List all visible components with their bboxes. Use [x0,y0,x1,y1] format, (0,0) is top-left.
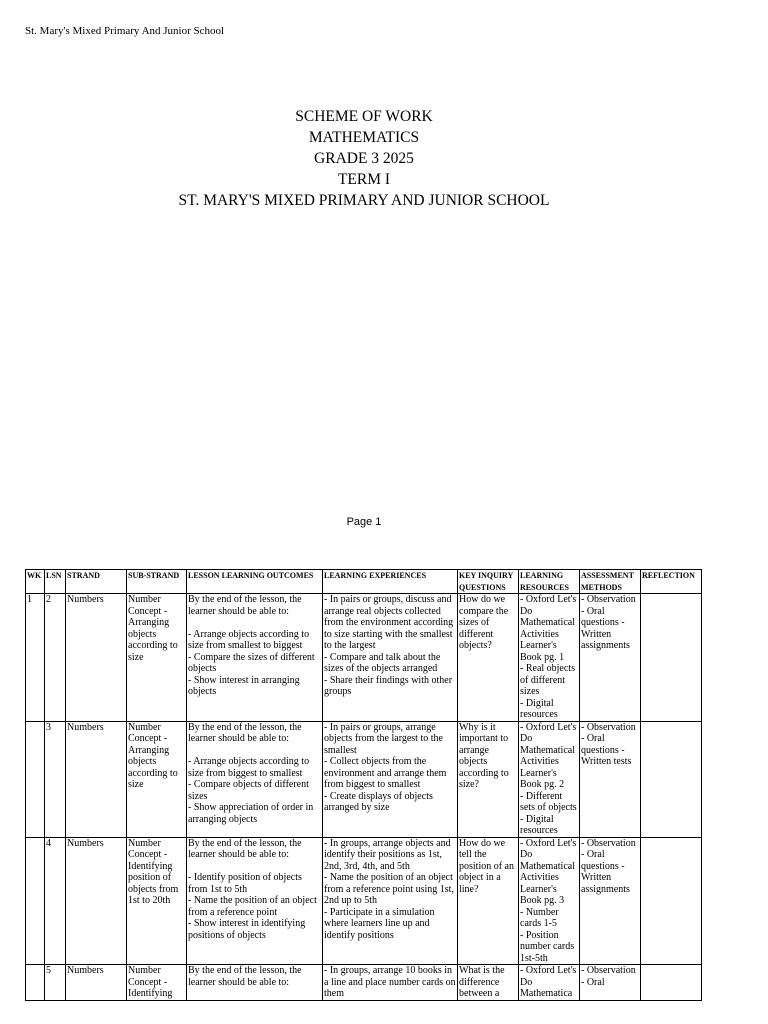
cell-lsn: 2 [45,594,66,722]
cell-lsn: 3 [45,721,66,837]
col-header-wk: WK [26,570,45,594]
cell-strand: Numbers [66,721,127,837]
cell-outcomes [187,721,323,837]
table-header-row [26,570,702,594]
cell-wk [26,965,45,1001]
cell-strand: Numbers [66,965,127,1001]
cell-resources-line: - Oxford Let's Do Mathematical Activities Learner's Book pg. 3 [520,837,577,906]
cell-resources-line: - Oxford Let's Do Mathematical Activities Learner's Book pg. 1 [520,594,577,663]
cell-wk [26,837,45,965]
cell-sub-strand: Number Concept - Arranging objects according to size [127,721,187,837]
col-header-strand: STRAND [66,570,127,594]
cell-experiences [323,721,458,837]
cell-resources-line: - Digital resources [520,813,558,836]
table-row [26,837,702,965]
cell-assessment-line: Written tests [581,756,632,767]
title-scheme-of-work: SCHEME OF WORK [295,108,433,125]
cell-outcomes-intro: By the end of the lesson, the learner should be able to: [188,965,302,988]
cell-experiences-line: - In groups, arrange 10 books in a line and place number cards on them [324,965,456,999]
cell-experiences-line: - Collect objects from the environment and arrange them from biggest to smallest [324,756,447,790]
cell-resources-line: - Digital resources [520,697,558,720]
col-header-assessment: ASSESSMENT METHODS [580,570,641,594]
table-row [26,594,702,722]
col-header-resources: LEARNING RESOURCES [519,570,580,594]
cell-experiences [323,965,458,1001]
col-header-experiences: LEARNING EXPERIENCES [323,570,458,594]
cell-inquiry: What is the difference between a [458,965,519,1001]
cell-assessment [580,594,641,722]
cell-experiences [323,837,458,965]
cell-sub-strand: Number Concept - Identifying position of objects from 1st to 20th [127,837,187,965]
cell-outcomes-line: - Arrange objects according to size from biggest to smallest [188,756,310,779]
cell-resources-line: - Position number cards 1st-5th [520,929,575,964]
cell-assessment-line: - Oral questions - [581,849,625,872]
cell-outcomes-line: - Show interest in identifying positions of objects [188,918,306,941]
cell-experiences-line: - Name the position of an object from a reference point using 1st, 2nd up to 5th [324,872,454,906]
cell-outcomes-intro: By the end of the lesson, the learner should be able to: [188,594,302,617]
table-row [26,965,702,1001]
cell-experiences-line: - In pairs or groups, arrange objects from the largest to the smallest [324,721,443,756]
col-header-outcomes: LESSON LEARNING OUTCOMES [187,570,323,594]
cell-resources-line: - Oxford Let's Do Mathematica [520,965,577,999]
cell-experiences-line: - Create displays of objects arranged by size [324,790,433,813]
cell-strand: Numbers [66,837,127,965]
cell-outcomes-intro: By the end of the lesson, the learner should be able to: [188,721,302,744]
cell-outcomes-line: - Compare objects of different sizes [188,779,309,802]
cell-resources [519,721,580,837]
cell-sub-strand: Number Concept - Identifying [127,965,187,1001]
cell-spacer [188,745,321,757]
cell-resources [519,965,580,1001]
cell-lsn: 5 [45,965,66,1001]
cell-assessment-line: Written assignments [581,628,630,651]
title-subject: MATHEMATICS [308,129,420,146]
cell-assessment-line: Written assignments [581,872,630,895]
cell-resources-line: - Real objects of different sizes [520,663,575,697]
col-header-sub-strand: SUB-STRAND [127,570,187,594]
title-school-name: ST. MARY'S MIXED PRIMARY AND JUNIOR SCHOOL [178,192,550,209]
cell-assessment [580,837,641,965]
cell-sub-strand: Number Concept - Arranging objects according to size [127,594,187,722]
cell-reflection [641,837,702,965]
cell-assessment-line: - Oral questions - [581,605,625,628]
scheme-of-work-table [25,569,702,1001]
cell-spacer [188,617,321,629]
cell-lsn: 4 [45,837,66,965]
cell-experiences-line: - Participate in a simulation where learners line up and identify positions [324,906,435,941]
cell-inquiry: How do we compare the sizes of different objects? [458,594,519,722]
cell-reflection [641,965,702,1001]
cell-outcomes-line: - Identify position of objects from 1st to 5th [188,872,302,895]
running-header-school-name: St. Mary's Mixed Primary And Junior School [25,25,225,37]
cell-experiences-line: - In pairs or groups, discuss and arrange real objects collected from the environment according to size starting with the smallest to the largest [324,594,454,651]
cell-wk: 1 [26,594,45,722]
cell-resources [519,594,580,722]
cell-spacer [188,861,321,873]
cell-outcomes-line: - Compare the sizes of different objects [188,651,315,674]
cell-resources-line: - Different sets of objects [520,790,577,813]
cell-outcomes-line: - Arrange objects according to size from smallest to biggest [188,628,310,651]
cell-inquiry: Why is it important to arrange objects according to size? [458,721,519,837]
cell-resources-line: - Number cards 1-5 [520,906,559,929]
cell-resources-line: - Oxford Let's Do Mathematical Activities Learner's Book pg. 2 [520,721,577,790]
document-title-block [0,106,728,211]
cell-assessment-line: - Observation [581,837,636,849]
cell-inquiry: How do we tell the position of an object in a line? [458,837,519,965]
cell-strand: Numbers [66,594,127,722]
cell-wk [26,721,45,837]
title-grade-year: GRADE 3 2025 [314,150,414,167]
cell-experiences-line: - Compare and talk about the sizes of the objects arranged [324,651,441,674]
cell-experiences-line: - In groups, arrange objects and identify their positions as 1st, 2nd, 3rd, 4th, and 5th [324,837,451,872]
col-header-lsn: LSN [45,570,66,594]
cell-assessment [580,721,641,837]
table-row [26,721,702,837]
cell-reflection [641,721,702,837]
cell-assessment-line: - Observation [581,594,636,605]
col-header-inquiry: KEY INQUIRY QUESTIONS [458,570,519,594]
title-term: TERM I [337,171,391,188]
page-number: Page 1 [346,516,382,528]
cell-outcomes [187,837,323,965]
cell-outcomes [187,965,323,1001]
cell-assessment-line: - Oral [581,976,605,988]
cell-assessment-line: - Oral questions - [581,733,625,756]
cell-outcomes-line: - Name the position of an object from a reference point [188,895,317,918]
cell-outcomes-intro: By the end of the lesson, the learner should be able to: [188,837,302,860]
cell-experiences [323,594,458,722]
cell-outcomes-line: - Show appreciation of order in arranging objects [188,802,314,825]
cell-assessment-line: - Observation [581,721,636,733]
cell-assessment-line: - Observation [581,965,636,976]
cell-experiences-line: - Share their findings with other groups [324,674,453,697]
cell-outcomes-line: - Show interest in arranging objects [188,674,300,697]
cell-reflection [641,594,702,722]
col-header-reflection: REFLECTION [641,570,702,594]
cell-outcomes [187,594,323,722]
cell-assessment [580,965,641,1001]
cell-resources [519,837,580,965]
